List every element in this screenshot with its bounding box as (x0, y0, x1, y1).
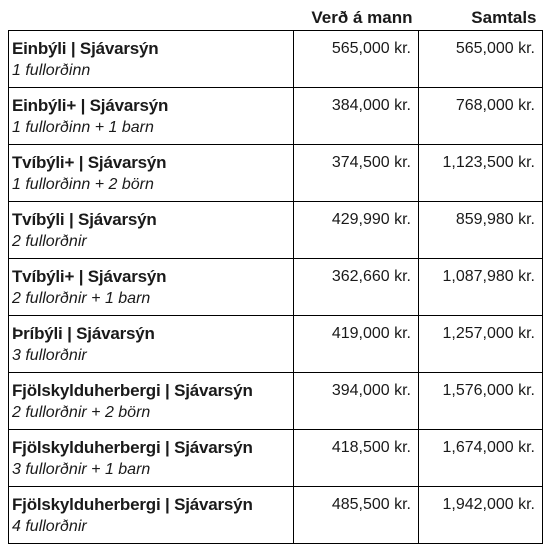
price-per-person: 362,660 kr. (294, 259, 419, 316)
header-row (9, 0, 543, 31)
room-type: Einbýli | Sjávarsýn (12, 39, 159, 58)
table-header (9, 0, 543, 31)
price-total: 1,123,500 kr. (419, 145, 543, 202)
guest-count: 3 fullorðnir + 1 barn (12, 461, 151, 478)
room-cell (9, 316, 294, 373)
room-cell (9, 373, 294, 430)
table-row (9, 316, 543, 373)
room-type: Fjölskylduherbergi | Sjávarsýn (12, 438, 253, 457)
room-type: Einbýli+ | Sjávarsýn (12, 96, 169, 115)
table-row (9, 31, 543, 88)
price-per-person: 418,500 kr. (294, 430, 419, 487)
price-total: 859,980 kr. (419, 202, 543, 259)
guest-count: 2 fullorðnir + 2 börn (12, 404, 151, 421)
guest-count: 1 fullorðinn + 1 barn (12, 119, 154, 136)
table-body (9, 31, 543, 544)
price-total: 1,576,000 kr. (419, 373, 543, 430)
guest-count: 1 fullorðinn (12, 62, 91, 79)
price-total: 1,087,980 kr. (419, 259, 543, 316)
table-row (9, 259, 543, 316)
room-type: Fjölskylduherbergi | Sjávarsýn (12, 495, 253, 514)
room-cell (9, 88, 294, 145)
price-per-person: 485,500 kr. (294, 487, 419, 544)
table-row (9, 145, 543, 202)
price-total: 565,000 kr. (419, 31, 543, 88)
guest-count: 3 fullorðnir (12, 347, 87, 364)
room-cell (9, 202, 294, 259)
room-type: Tvíbýli | Sjávarsýn (12, 210, 157, 229)
table-row (9, 202, 543, 259)
price-total: 1,942,000 kr. (419, 487, 543, 544)
price-table (8, 0, 543, 544)
guest-count: 2 fullorðnir (12, 233, 87, 250)
price-per-person: 565,000 kr. (294, 31, 419, 88)
room-cell (9, 31, 294, 88)
guest-count: 2 fullorðnir + 1 barn (12, 290, 151, 307)
price-total: 1,674,000 kr. (419, 430, 543, 487)
table-row (9, 88, 543, 145)
room-cell (9, 145, 294, 202)
price-per-person: 384,000 kr. (294, 88, 419, 145)
room-type: Þríbýli | Sjávarsýn (12, 324, 155, 343)
price-per-person: 429,990 kr. (294, 202, 419, 259)
price-per-person: 394,000 kr. (294, 373, 419, 430)
guest-count: 1 fullorðinn + 2 börn (12, 176, 154, 193)
price-total: 1,257,000 kr. (419, 316, 543, 373)
room-cell (9, 259, 294, 316)
guest-count: 4 fullorðnir (12, 518, 87, 535)
room-type: Tvíbýli+ | Sjávarsýn (12, 153, 167, 172)
price-per-person: 374,500 kr. (294, 145, 419, 202)
header-room (9, 0, 294, 31)
table-row (9, 430, 543, 487)
room-cell (9, 487, 294, 544)
price-per-person: 419,000 kr. (294, 316, 419, 373)
header-per-person: Verð á mann (311, 8, 413, 27)
room-cell (9, 430, 294, 487)
room-type: Fjölskylduherbergi | Sjávarsýn (12, 381, 253, 400)
table-row (9, 487, 543, 544)
table-row (9, 373, 543, 430)
header-total: Samtals (471, 8, 537, 27)
room-type: Tvíbýli+ | Sjávarsýn (12, 267, 167, 286)
price-total: 768,000 kr. (419, 88, 543, 145)
